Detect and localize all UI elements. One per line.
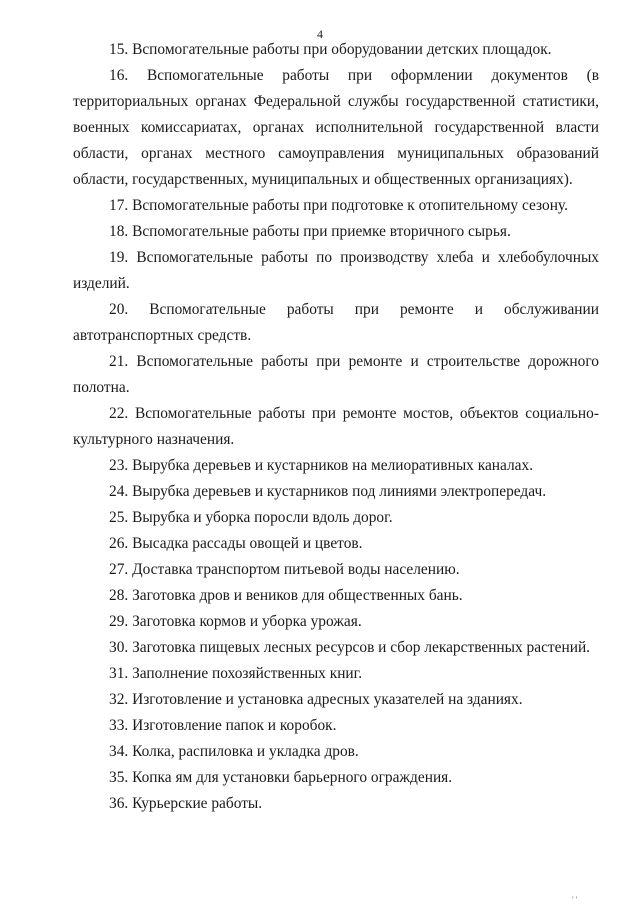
list-item: 25. Вырубка и уборка поросли вдоль дорог. [109, 509, 393, 526]
list-item: 28. Заготовка дров и веников для общественных бань. [109, 587, 463, 604]
list-item: 33. Изготовление папок и коробок. [109, 717, 337, 734]
list-item: 31. Заполнение похозяйственных книг. [109, 665, 363, 682]
page-number: 4 [317, 27, 323, 41]
list-item: 36. Курьерские работы. [109, 795, 263, 812]
list-item: 34. Колка, распиловка и укладка дров. [109, 743, 359, 760]
list-item: 19. Вспомогательные работы по производству хлеба и хлебобулочных изделий. [73, 249, 599, 292]
list-item: 29. Заготовка кормов и уборка урожая. [109, 613, 362, 630]
list-item: 32. Изготовление и установка адресных указателей на зданиях. [109, 691, 523, 708]
list-item: 30. Заготовка пищевых лесных ресурсов и сбор лекарственных растений. [109, 639, 591, 656]
list-item: 20. Вспомогательные работы при ремонте и обслуживании автотранспортных средств. [73, 301, 599, 344]
list-item: 35. Копка ям для установки барьерного ограждения. [109, 769, 453, 786]
list-item: 26. Высадка рассады овощей и цветов. [109, 535, 363, 552]
work-list [73, 37, 599, 817]
list-item: 24. Вырубка деревьев и кустарников под линиями электропередач. [109, 483, 547, 500]
corner-mark: ' ' [572, 895, 578, 905]
list-item: 27. Доставка транспортом питьевой воды населению. [109, 561, 460, 578]
list-item: 15. Вспомогательные работы при оборудовании детских площадок. [109, 41, 552, 58]
list-item: 17. Вспомогательные работы при подготовке к отопительному сезону. [109, 197, 568, 214]
list-item: 16. Вспомогательные работы при оформлении документов (в территориальных органах Федеральной службы государственной статистики, военных комиссариатах, органах исполнительной государственной власти области, органах местного самоуправления муниципальных образований области, государственных, муниципальных и общественных организациях). [73, 67, 599, 188]
list-item: 23. Вырубка деревьев и кустарников на мелиоративных каналах. [109, 457, 534, 474]
list-item: 22. Вспомогательные работы при ремонте мостов, объектов социально-культурного назначения. [73, 405, 599, 448]
list-item: 18. Вспомогательные работы при приемке вторичного сырья. [109, 223, 511, 240]
list-item: 21. Вспомогательные работы при ремонте и строительстве дорожного полотна. [73, 353, 599, 396]
